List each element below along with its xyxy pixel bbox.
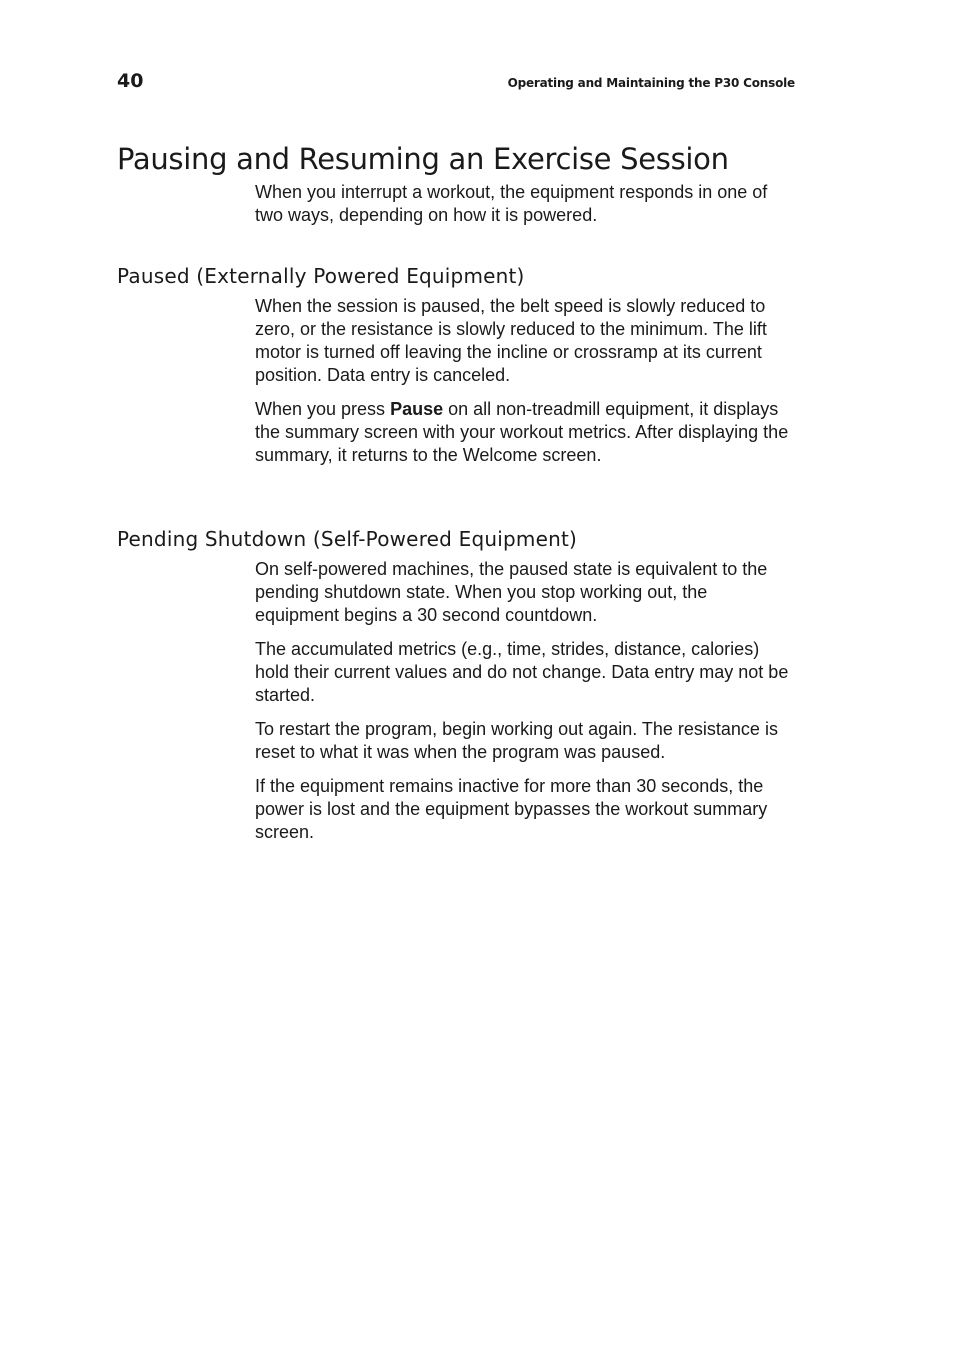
- pause-key-name: Pause: [390, 399, 444, 419]
- section-heading-shutdown: Pending Shutdown (Self-Powered Equipment): [117, 527, 577, 551]
- paused-paragraph-2-rest: on all non-treadmill equipment, it displays the summary screen with your workout metrics. After displaying the summary, it returns to the Welcome screen.: [255, 399, 789, 465]
- page-title: Pausing and Resuming an Exercise Session: [117, 142, 729, 176]
- paused-paragraph-2-lead: When you press: [255, 399, 391, 419]
- intro-paragraph: When you interrupt a workout, the equipment responds in one of two ways, depending on how it is powered.: [255, 182, 768, 225]
- paused-section-body: [255, 295, 795, 478]
- shutdown-paragraph-3: To restart the program, begin working out again. The resistance is reset to what it was when the program was paused.: [255, 719, 778, 762]
- running-header: Operating and Maintaining the P30 Console: [507, 76, 795, 90]
- page-number: 40: [117, 70, 144, 92]
- paused-paragraph-2: [255, 398, 795, 467]
- shutdown-section-body: [255, 558, 795, 855]
- shutdown-paragraph-2: The accumulated metrics (e.g., time, strides, distance, calories) hold their current values and do not change. Data entry may not be started.: [255, 639, 789, 705]
- shutdown-paragraph-1: On self-powered machines, the paused state is equivalent to the pending shutdown state. When you stop working out, the equipment begins a 30 second countdown.: [255, 559, 768, 625]
- shutdown-paragraph-4: If the equipment remains inactive for more than 30 seconds, the power is lost and the equipment bypasses the workout summary screen.: [255, 776, 768, 842]
- paused-paragraph-1: When the session is paused, the belt speed is slowly reduced to zero, or the resistance is slowly reduced to the minimum. The lift motor is turned off leaving the incline or crossramp at its current position. Data entry is canceled.: [255, 296, 767, 385]
- intro-block: [255, 181, 795, 238]
- section-heading-paused: Paused (Externally Powered Equipment): [117, 264, 525, 288]
